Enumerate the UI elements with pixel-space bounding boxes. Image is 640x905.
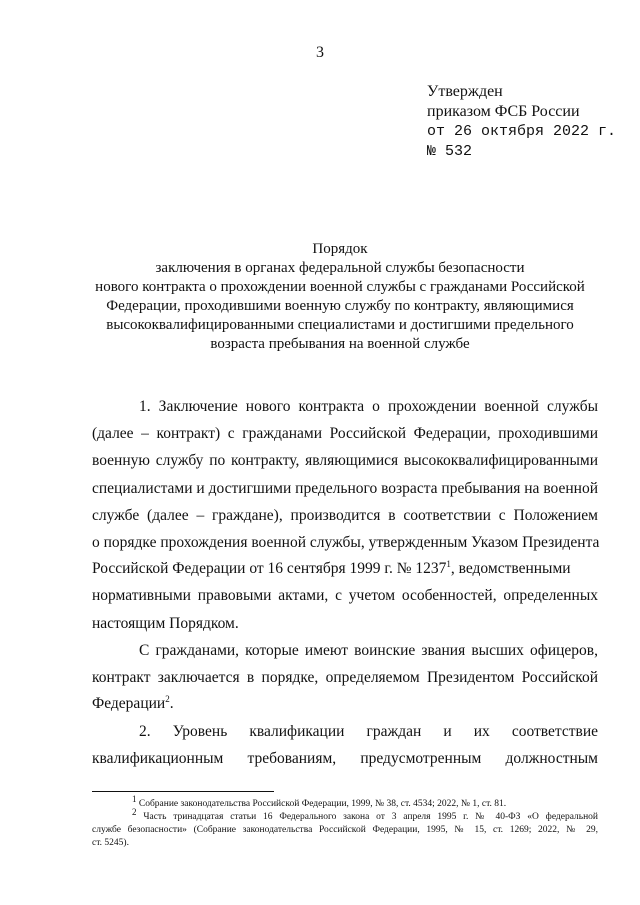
- footnote-2-line: службе безопасности» (Собрание законодательства Российской Федерации, 1995, № 15, ст. 1269; 2022, № 29,: [92, 825, 598, 835]
- footnote-2-line: ст. 5245).: [92, 838, 129, 848]
- body-line: нормативными правовыми актами, с учетом особенностей, определенных: [92, 587, 598, 604]
- approval-line: Утвержден: [427, 83, 503, 100]
- body-text: , ведомственными: [450, 560, 571, 577]
- title-line: Федерации, проходившими военную службу по контракту, являющимися: [106, 298, 574, 314]
- body-text: Федерации: [92, 695, 166, 712]
- document-title: [40, 240, 640, 354]
- body-text: Российской Федерации от 16 сентября 1999 г. № 1237: [92, 560, 447, 577]
- body-line: специалистами и достигшими предельного возраста пребывания на военной: [92, 480, 598, 497]
- body-line: настоящим Порядком.: [92, 615, 239, 632]
- body-line: военную службу по контракту, являющимися высококвалифицированными: [92, 452, 598, 469]
- footnote-separator: [92, 791, 274, 792]
- footnote-number: 2: [132, 806, 137, 817]
- footnote-2: [132, 806, 598, 823]
- body-text: .: [169, 695, 174, 712]
- title-line: высококвалифицированными специалистами и достигшими предельного: [106, 317, 574, 333]
- title-line: заключения в органах федеральной службы безопасности: [155, 260, 525, 276]
- footnote-ref: 1: [446, 558, 451, 569]
- approval-line: приказом ФСБ России: [427, 103, 580, 120]
- page-number: 3: [316, 44, 324, 61]
- footnote-1: [132, 793, 507, 810]
- footnote-ref: 2: [165, 693, 170, 704]
- approval-date: от 26 октября 2022 г.: [427, 123, 617, 140]
- body-line-with-footnote: [92, 694, 174, 713]
- title-heading: Порядок: [312, 241, 368, 257]
- footnote-number: 1: [132, 793, 137, 804]
- body-line: о порядке прохождения военной службы, утвержденным Указом Президента: [92, 534, 600, 551]
- footnote-text: Собрание законодательства Российской Федерации, 1999, № 38, ст. 4534; 2022, № 1, ст. 81.: [138, 799, 507, 809]
- title-line: возраста пребывания на военной службе: [210, 336, 470, 352]
- title-line: нового контракта о прохождении военной службы с гражданами Российской: [95, 279, 585, 295]
- footnote-text: Часть тринадцатая статьи 16 Федерального закона от 3 апреля 1995 г. № 40-ФЗ «О федеральной: [143, 812, 598, 822]
- body-line: (далее – контракт) с гражданами Российской Федерации, проходившими: [92, 425, 598, 442]
- body-line: 1. Заключение нового контракта о прохождении военной службы: [139, 398, 598, 415]
- body-line: службе (далее – граждане), производится в соответствии с Положением: [92, 507, 598, 524]
- body-line-with-footnote: [92, 559, 598, 578]
- approval-stamp: [427, 82, 616, 162]
- approval-number: № 532: [427, 143, 473, 160]
- body-line: квалификационным требованиям, предусмотренным должностным: [92, 750, 598, 767]
- body-line: 2. Уровень квалификации граждан и их соответствие: [139, 723, 598, 740]
- body-line: С гражданами, которые имеют воинские звания высших офицеров,: [139, 642, 598, 659]
- body-line: контракт заключается в порядке, определяемом Президентом Российской: [92, 669, 598, 686]
